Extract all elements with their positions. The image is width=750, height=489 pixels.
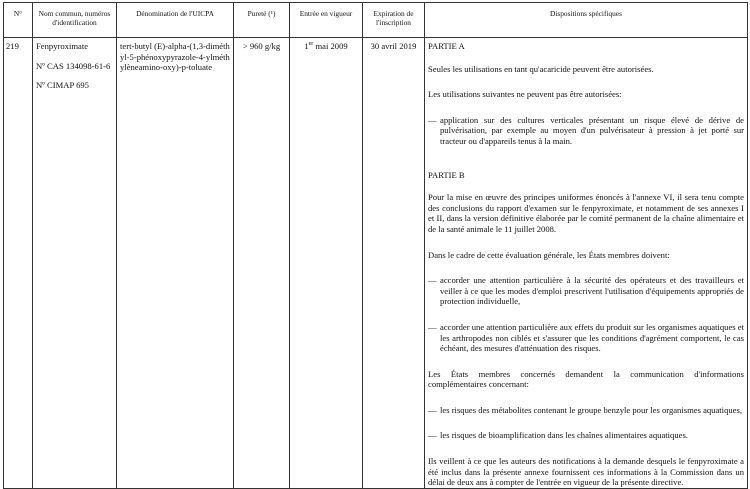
substances-table xyxy=(3,2,748,489)
partie-b-bullet-3: les risques des métabolites contenant le groupe benzyle pour les organismes aquatiques, xyxy=(440,404,742,415)
header-entry: Entrée en vigueur xyxy=(290,3,363,38)
partie-b-bullet-2: accorder une attention particulière aux effets du produit sur les organismes aquatiques et les arthropodes non ciblés et s'assurer que les conditions d'agrément comportent, le cas échéant, des mesures d'atténuation des risques. xyxy=(440,321,744,354)
partie-b-bullet-4: les risques de bioamplification dans les chaînes alimentaires aquatiques. xyxy=(440,430,688,441)
table-row xyxy=(4,38,748,489)
partie-b-para-2: Dans le cadre de cette évaluation générale, les États membres doivent: xyxy=(428,249,670,260)
header-iupac: Dénomination de l'UICPA xyxy=(117,3,234,38)
header-purity: Pureté (¹) xyxy=(234,3,290,38)
header-provisions: Dispositions spécifiques xyxy=(425,3,748,38)
header-common-name: Nom commun, numéros d'identification xyxy=(33,3,117,38)
dash-bullet: — xyxy=(428,114,437,125)
list-item xyxy=(428,115,744,147)
partie-b-para-1: Pour la mise en œuvre des principes uniformes énoncés à l'annexe VI, il sera tenu compte des conclusions du rapport d'examen sur le fenpyroximate, et notamment de ses annexes I et II, dans la version définitive élaborée par le comité permanent de la chaîne alimentaire et de la santé animale le 11 juillet 2008. xyxy=(428,192,744,234)
table-header-row xyxy=(4,3,748,38)
cas-number: Nº CAS 134098-61-6 xyxy=(36,60,111,71)
row-entry xyxy=(290,38,363,489)
dash-bullet: — xyxy=(428,275,437,286)
header-num: N° xyxy=(4,3,33,38)
partie-a-title: PARTIE A xyxy=(428,41,465,51)
cimap-number: Nº CIMAP 695 xyxy=(36,80,89,91)
substance-name: Fenpyroximate xyxy=(36,41,89,51)
list-item xyxy=(428,275,744,307)
partie-a-bullet-1: application sur des cultures verticales présentant un risque élevé de dérive de pulvérisation, par exemple au moyen d'un pulvérisateur à pression à jet porté sur tracteur ou d'appareils tenus à la main. xyxy=(440,114,744,146)
partie-b-para-3: Les États membres concernés demandent la communication d'informations complémentaires concernant: xyxy=(428,368,744,390)
entry-sup: er xyxy=(308,41,314,48)
dash-bullet: — xyxy=(428,321,437,332)
partie-a-para-2: Les utilisations suivantes ne peuvent pas être autorisées: xyxy=(428,89,622,100)
partie-b-para-4: Ils veillent à ce que les auteurs des notifications à la demande desquels le fenpyroximate a été inclus dans la présente annexe fournissent ces informations à la Commission dans un délai de deux ans à compter de l'entrée en vigueur de la présente directive. xyxy=(428,456,744,488)
dash-bullet: — xyxy=(428,430,437,441)
row-iupac: tert-butyl (E)-alpha-(1,3-diméthyl-5-phénoxypyrazole-4-ylméthylèneamino-oxy)-p-toluate xyxy=(117,38,234,489)
row-provisions xyxy=(425,38,748,489)
entry-rest: mai 2009 xyxy=(313,41,348,51)
entry-day: 1 xyxy=(304,41,309,51)
document-page xyxy=(3,2,747,489)
partie-a-para-1: Seules les utilisations en tant qu'acaricide peuvent être autorisées. xyxy=(428,63,654,74)
list-item xyxy=(428,405,744,416)
row-num: 219 xyxy=(4,38,33,489)
list-item xyxy=(428,430,744,441)
row-common-name xyxy=(33,38,117,489)
partie-b-title: PARTIE B xyxy=(428,169,465,180)
header-expiry: Expiration de l'inscription xyxy=(363,3,425,38)
partie-b-bullet-1: accorder une attention particulière à la sécurité des opérateurs et des travailleurs et veiller à ce que les modes d'emploi prescrivent l'utilisation d'équipements appropriés de protection individuelle, xyxy=(440,275,744,307)
row-expiry: 30 avril 2019 xyxy=(363,38,425,489)
dash-bullet: — xyxy=(428,404,437,415)
list-item xyxy=(428,322,744,354)
row-purity: > 960 g/kg xyxy=(234,38,290,489)
